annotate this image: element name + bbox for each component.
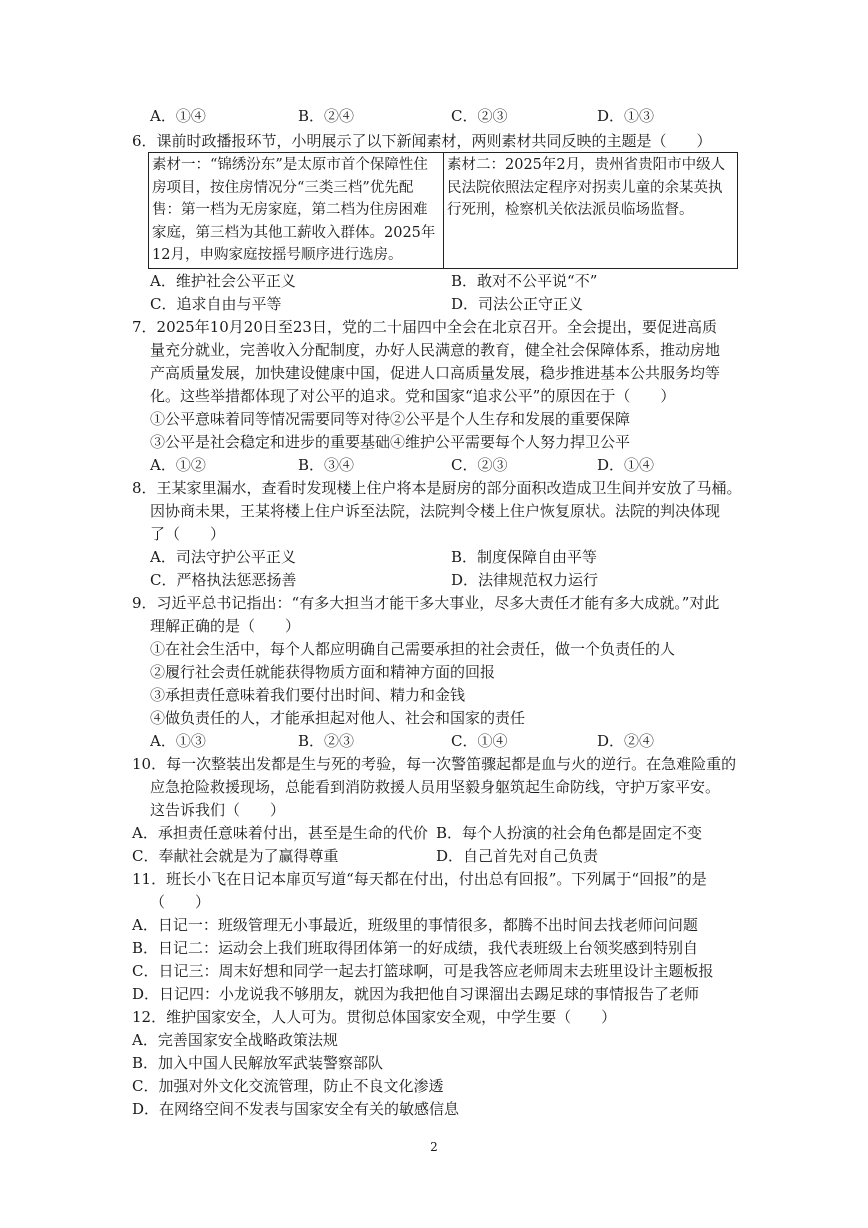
q6-material-1: 素材一：“锦绣汾东”是太原市首个保障性住房项目，按住房情况分“三类三档”优先配售：第一档为无房家庭，第二档为住房困难家庭，第三档为其他工薪收入群体。2025年12月，申购家庭按摇号顺序进行选房。 [149, 153, 444, 269]
q12-stem: 12．维护国家安全，人人可为。贯彻总体国家安全观，中学生要（ ） [132, 1008, 617, 1026]
q8-option-c: C．严格执法惩恶扬善 [150, 571, 297, 589]
q12-option-d: D．在网络空间不发表与国家安全有关的敏感信息 [132, 1100, 460, 1118]
q12-option-b: B．加入中国人民解放军武装警察部队 [132, 1054, 384, 1072]
q11-line: （ ） [150, 893, 211, 911]
q11-line: 11．班长小飞在日记本扉页写道“每天都在付出，付出总有回报”。下列属于“回报”的是 [132, 870, 707, 888]
q9-option-a: A．①③ [150, 732, 206, 750]
q6-material-2: 素材二：2025年2月，贵州省贵阳市中级人民法院依照法定程序对拐卖儿童的余某英执行死刑，检察机关依法派员临场监督。 [444, 153, 738, 269]
q11-option-a: A．日记一：班级管理无小事最近，班级里的事情很多，都腾不出时间去找老师问问题 [132, 916, 698, 934]
q7-line: 产高质量发展，加快建设健康中国，促进人口高质量发展，稳步推进基本公共服务均等 [150, 364, 721, 382]
q9-option-b: B．②③ [298, 732, 355, 750]
q12-option-c: C．加强对外文化交流管理，防止不良文化渗透 [132, 1077, 444, 1095]
q8-line: 了（ ） [150, 525, 226, 543]
q11-option-d: D．日记四：小龙说我不够朋友，就因为我把他自习课溜出去踢足球的事情报告了老师 [132, 985, 700, 1003]
q7-option-a: A．①② [150, 456, 206, 474]
q10-line: 这告诉我们（ ） [150, 801, 286, 819]
q8-option-b: B．制度保障自由平等 [451, 548, 598, 566]
q7-option-b: B．③④ [298, 456, 355, 474]
q11-option-c: C．日记三：周末好想和同学一起去打篮球啊，可是我答应老师周末去班里设计主题板报 [132, 962, 714, 980]
q11-option-b: B．日记二：运动会上我们班取得团体第一的好成绩，我代表班级上台领奖感到特别自 [132, 939, 699, 957]
q7-line: 化。这些举措都体现了对公平的追求。党和国家“追求公平”的原因在于（ ） [150, 387, 676, 405]
q10-option-b: B．每个人扮演的社会角色都是固定不变 [436, 824, 703, 842]
q7-line: 7．2025年10月20日至23日，党的二十届四中全会在北京召开。全会提出，要促进高质 [132, 318, 717, 336]
page-number: 2 [430, 1140, 438, 1154]
q10-option-a: A．承担责任意味着付出，甚至是生命的代价 [132, 824, 428, 842]
q10-option-d: D．自己首先对自己负责 [436, 847, 599, 865]
q10-option-c: C．奉献社会就是为了赢得尊重 [132, 847, 339, 865]
q6-option-c: C．追求自由与平等 [150, 295, 282, 313]
q9-option-c: C．①④ [451, 732, 508, 750]
q6-option-a: A．维护社会公平正义 [150, 272, 296, 290]
q9-statement: ②履行社会责任就能获得物质方面和精神方面的回报 [150, 663, 496, 681]
q9-statement: ③承担责任意味着我们要付出时间、精力和金钱 [150, 686, 466, 704]
q6-material-table [148, 152, 738, 269]
q8-line: 8．王某家里漏水，查看时发现楼上住户将本是厨房的部分面积改造成卫生间并安放了马桶。 [132, 479, 742, 497]
q7-option-d: D．①④ [597, 456, 655, 474]
q6-stem: 6．课前时政播报环节，小明展示了以下新闻素材，两则素材共同反映的主题是（ ） [132, 132, 712, 150]
q8-option-d: D．法律规范权力运行 [451, 571, 599, 589]
q10-line: 10．每一次整装出发都是生与死的考验，每一次警笛骤起都是血与火的逆行。在急难险重的 [132, 755, 737, 773]
q7-statement: ①公平意味着同等情况需要同等对待②公平是个人生存和发展的重要保障 [150, 410, 631, 428]
q9-statement: ①在社会生活中，每个人都应明确自己需要承担的社会责任，做一个负责任的人 [150, 640, 676, 658]
q7-option-c: C．②③ [451, 456, 508, 474]
q9-option-d: D．②④ [597, 732, 655, 750]
q6-option-b: B．敢对不公平说“不” [451, 272, 598, 290]
q8-option-a: A．司法守护公平正义 [150, 548, 296, 566]
q5-option-d: D．①③ [597, 107, 655, 125]
q5-option-b: B．②④ [298, 107, 355, 125]
q7-line: 量充分就业，完善收入分配制度，办好人民满意的教育，健全社会保障体系，推动房地 [150, 341, 721, 359]
q5-option-a: A．①④ [150, 107, 206, 125]
q12-option-a: A．完善国家安全战略政策法规 [132, 1031, 338, 1049]
q9-statement: ④做负责任的人，才能承担起对他人、社会和国家的责任 [150, 709, 526, 727]
q7-statement: ③公平是社会稳定和进步的重要基础④维护公平需要每个人努力捍卫公平 [150, 433, 631, 451]
q10-line: 应急抢险救援现场，总能看到消防救援人员用坚毅身躯筑起生命防线，守护万家平安。 [150, 778, 721, 796]
q9-line: 理解正确的是（ ） [150, 617, 301, 635]
q8-line: 因协商未果，王某将楼上住户诉至法院，法院判令楼上住户恢复原状。法院的判决体现 [150, 502, 721, 520]
q6-option-d: D．司法公正守正义 [451, 295, 584, 313]
q5-option-c: C．②③ [451, 107, 508, 125]
q9-line: 9．习近平总书记指出：“有多大担当才能干多大事业，尽多大责任才能有多大成就。”对此 [132, 594, 720, 612]
